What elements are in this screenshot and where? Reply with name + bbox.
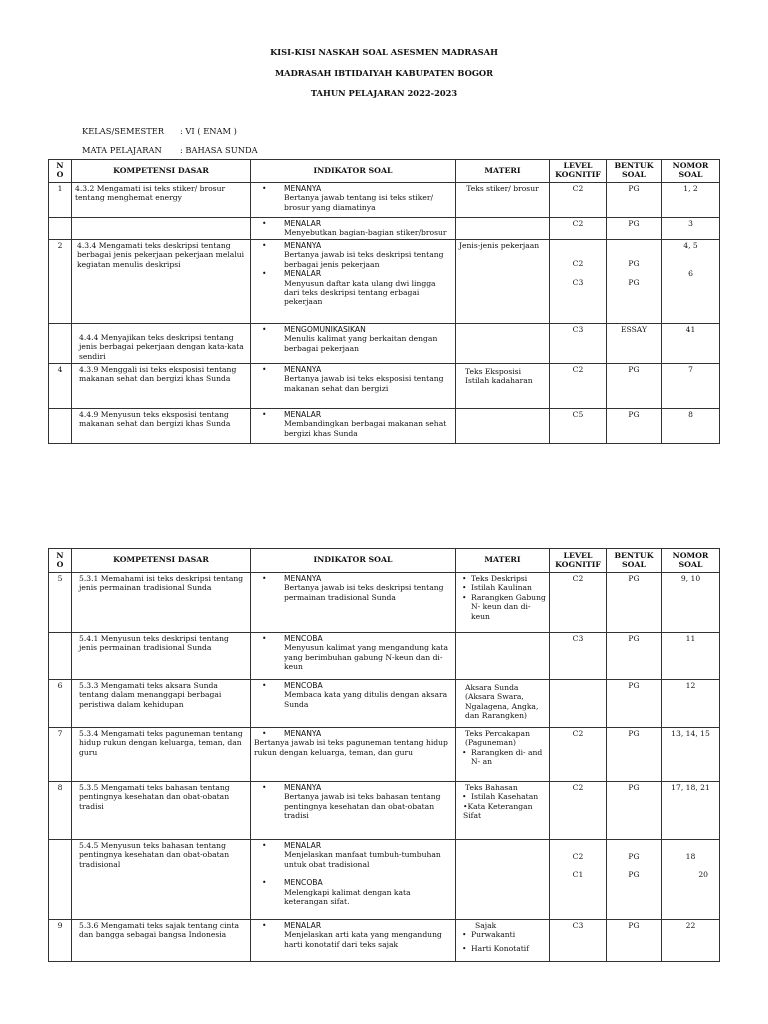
cell-bentuk: PG xyxy=(607,218,662,240)
bentuk-value: PG xyxy=(628,277,640,287)
document-title: KISI-KISI NASKAH SOAL ASESMEN MADRASAH xyxy=(270,47,498,57)
cell-level: C2 xyxy=(550,782,607,840)
cell-materi: Teks stiker/ brosur xyxy=(456,183,550,218)
cell-nomor xyxy=(662,240,720,324)
table-row xyxy=(49,573,720,633)
cell-indikator xyxy=(251,782,456,840)
cell-level: C3 xyxy=(550,324,607,364)
table-row xyxy=(49,364,720,409)
indikator-keyword: • MENCOBA xyxy=(254,878,323,887)
nomor-value: 18 xyxy=(685,852,696,861)
cell-no xyxy=(49,409,72,444)
materi-item: • Harti Konotatif xyxy=(471,944,546,953)
cell-materi xyxy=(456,573,550,633)
col-header-no: N O xyxy=(49,549,72,573)
indikator-keyword: • MENALAR xyxy=(254,219,321,228)
nomor-value: 6 xyxy=(688,268,693,278)
cell-level: C2 xyxy=(550,218,607,240)
cell-indikator xyxy=(251,573,456,633)
materi-text: Sajak xyxy=(475,921,497,930)
cell-kd xyxy=(72,218,251,240)
col-header-level: LEVEL KOGNITIF xyxy=(550,549,607,573)
level-value: C2 xyxy=(572,852,584,861)
cell-no: 8 xyxy=(49,782,72,840)
indikator-desc: Bertanya jawab isi teks deskripsi tentang permainan tradisional Sunda xyxy=(284,583,444,602)
materi-item: • Rarangken Gabung N- keun dan di- keun xyxy=(471,593,546,621)
indikator-desc: Menyusun daftar kata ulang dwi lingga dari teks deskripsi tentang erbagai pekerjaan xyxy=(284,278,436,307)
cell-level: C2 xyxy=(550,728,607,782)
cell-level xyxy=(550,240,607,324)
table-row xyxy=(49,240,720,324)
materi-item: • Teks Deskripsi xyxy=(471,574,546,583)
cell-bentuk: PG xyxy=(607,364,662,409)
level-value: C3 xyxy=(572,277,584,287)
cell-indikator xyxy=(251,364,456,409)
cell-kd xyxy=(72,680,251,728)
cell-nomor: 41 xyxy=(662,324,720,364)
indikator-desc: Menyusun kalimat yang mengandung kata yang berimbuhan gabung N-keun dan di-keun xyxy=(284,643,449,672)
cell-bentuk: PG xyxy=(607,920,662,962)
table-header-row xyxy=(49,160,720,183)
cell-indikator xyxy=(251,240,456,324)
cell-kd: 4.3.2 Mengamati isi teks stiker/ brosur tentang menghemat energy xyxy=(72,183,251,218)
indikator-keyword: • MENALAR xyxy=(254,841,321,850)
cell-materi xyxy=(456,920,550,962)
cell-no: 9 xyxy=(49,920,72,962)
materi-text: Teks Eksposisi Istilah kadaharan xyxy=(465,367,533,386)
cell-materi xyxy=(456,728,550,782)
cell-materi xyxy=(456,364,550,409)
table-row xyxy=(49,409,720,444)
kd-text: 4.3.9 Menggali isi teks eksposisi tentang makanan sehat dan bergizi khas Sunda xyxy=(79,365,237,384)
cell-materi xyxy=(456,324,550,364)
cell-kd xyxy=(72,840,251,920)
cell-level: C3 xyxy=(550,633,607,680)
cell-level xyxy=(550,840,607,920)
class-semester-line xyxy=(82,126,237,136)
cell-no: 1 xyxy=(49,183,72,218)
col-header-kd: KOMPETENSI DASAR xyxy=(72,160,251,183)
level-value: C2 xyxy=(572,259,584,268)
cell-nomor: 9, 10 xyxy=(662,573,720,633)
indikator-desc: Bertanya jawab isi teks deskripsi tentang berbagai jenis pekerjaan xyxy=(284,250,444,269)
cell-level: C3 xyxy=(550,920,607,962)
cell-no: 6 xyxy=(49,680,72,728)
cell-nomor: 17, 18, 21 xyxy=(662,782,720,840)
indikator-keyword: • MENCOBA xyxy=(254,681,323,690)
cell-nomor: 7 xyxy=(662,364,720,409)
cell-nomor: 8 xyxy=(662,409,720,444)
bentuk-value: PG xyxy=(628,852,640,861)
cell-kd xyxy=(72,409,251,444)
kd-text: 4.4.9 Menyusun teks eksposisi tentang makanan sehat dan bergizi khas Sunda xyxy=(79,410,231,429)
cell-level: C2 xyxy=(550,573,607,633)
grid-table-2 xyxy=(48,548,720,962)
cell-nomor: 11 xyxy=(662,633,720,680)
table-row xyxy=(49,782,720,840)
cell-indikator xyxy=(251,680,456,728)
col-header-indikator: INDIKATOR SOAL xyxy=(251,160,456,183)
cell-level: C5 xyxy=(550,409,607,444)
table-row xyxy=(49,633,720,680)
cell-indikator xyxy=(251,920,456,962)
cell-no: 2 xyxy=(49,240,72,324)
bentuk-value: PG xyxy=(628,870,640,880)
kd-text: 5.4.1 Menyusun teks deskripsi tentang jenis permainan tradisional Sunda xyxy=(79,634,229,653)
cell-materi xyxy=(456,409,550,444)
kd-text: 5.3.3 Mengamati teks aksara Sunda tentang dalam menanggapi berbagai peristiwa dalam kehidupan xyxy=(79,681,222,709)
col-header-materi: MATERI xyxy=(456,549,550,573)
materi-item: • Purwakanti xyxy=(471,930,546,939)
kd-text: 5.3.5 Mengamati teks bahasan tentang pentingnya kesehatan dan obat-obatan tradisi xyxy=(79,783,230,811)
cell-nomor: 13, 14, 15 xyxy=(662,728,720,782)
cell-no xyxy=(49,840,72,920)
cell-bentuk: PG xyxy=(607,183,662,218)
indikator-desc: Membaca kata yang ditulis dengan aksara Sunda xyxy=(284,690,448,709)
cell-materi xyxy=(456,782,550,840)
cell-kd xyxy=(72,920,251,962)
kd-text: 5.3.6 Mengamati teks sajak tentang cinta dan bangga sebagai bangsa Indonesia xyxy=(79,921,240,940)
class-semester-value: : VI ( ENAM ) xyxy=(180,126,237,136)
indikator-keyword: • MENALAR xyxy=(254,269,321,278)
materi-text: •Kata Keterangan Sifat xyxy=(463,801,533,821)
indikator-keyword: • MENANYA xyxy=(254,365,321,374)
kd-text: 5.3.4 Mengamati teks paguneman tentang hidup rukun dengan keluarga, teman, dan guru xyxy=(79,729,243,757)
cell-indikator xyxy=(251,840,456,920)
kd-text: 5.3.1 Memahami isi teks deskripsi tentang jenis permainan tradisional Sunda xyxy=(79,574,244,593)
cell-bentuk: PG xyxy=(607,409,662,444)
indikator-desc: Menulis kalimat yang berkaitan dengan berbagai pekerjaan xyxy=(284,334,438,353)
document-year: TAHUN PELAJARAN 2022-2023 xyxy=(310,88,458,98)
subject-line xyxy=(82,145,258,155)
cell-indikator xyxy=(251,633,456,680)
indikator-keyword: • MENANYA xyxy=(254,729,321,738)
cell-kd xyxy=(72,633,251,680)
cell-indikator xyxy=(251,218,456,240)
table-row xyxy=(49,324,720,364)
indikator-desc: Bertanya jawab isi teks eksposisi tentang makanan sehat dan bergizi xyxy=(284,374,444,393)
cell-indikator xyxy=(251,183,456,218)
cell-no: 4 xyxy=(49,364,72,409)
document-subtitle: MADRASAH IBTIDAIYAH KABUPATEN BOGOR xyxy=(274,68,494,78)
kd-text: 5.4.5 Menyusun teks bahasan tentang pentingnya kesehatan dan obat-obatan tradisional xyxy=(79,841,230,869)
cell-nomor: 22 xyxy=(662,920,720,962)
col-header-bentuk: BENTUK SOAL xyxy=(607,160,662,183)
nomor-value: 20 xyxy=(698,870,708,880)
indikator-keyword: • MENANYA xyxy=(254,184,321,193)
cell-bentuk: PG xyxy=(607,782,662,840)
table-row xyxy=(49,920,720,962)
cell-bentuk: PG xyxy=(607,680,662,728)
kd-text: 4.4.4 Menyajikan teks deskripsi tentang jenis berbagai pekerjaan dengan kata-kata sendiri xyxy=(79,333,244,361)
cell-no xyxy=(49,218,72,240)
table-row xyxy=(49,840,720,920)
cell-nomor xyxy=(662,840,720,920)
materi-item: • Istilah Kaulinan xyxy=(471,583,546,592)
cell-materi xyxy=(456,680,550,728)
nomor-value: 4, 5 xyxy=(683,241,698,250)
cell-no xyxy=(49,633,72,680)
col-header-nomor: NOMOR SOAL xyxy=(662,160,720,183)
cell-bentuk xyxy=(607,840,662,920)
col-header-materi: MATERI xyxy=(456,160,550,183)
indikator-desc: Membandingkan berbagai makanan sehat bergizi khas Sunda xyxy=(284,419,447,438)
table-row xyxy=(49,183,720,218)
cell-kd xyxy=(72,728,251,782)
col-header-kd: KOMPETENSI DASAR xyxy=(72,549,251,573)
cell-nomor: 1, 2 xyxy=(662,183,720,218)
materi-text: Aksara Sunda (Aksara Swara, Ngalagena, Angka, dan Rarangken) xyxy=(465,683,539,721)
cell-level: C2 xyxy=(550,183,607,218)
cell-nomor: 12 xyxy=(662,680,720,728)
materi-item: • Istilah Kasehatan xyxy=(471,792,546,801)
indikator-desc: Bertanya jawab tentang isi teks stiker/ brosur yang diamatinya xyxy=(284,193,434,212)
cell-materi: Jenis-jenis pekerjaan xyxy=(456,240,550,324)
cell-bentuk: ESSAY xyxy=(607,324,662,364)
col-header-indikator: INDIKATOR SOAL xyxy=(251,549,456,573)
indikator-keyword: • MENCOBA xyxy=(254,634,323,643)
indikator-keyword: • MENANYA xyxy=(254,241,321,250)
bentuk-value: PG xyxy=(628,259,640,268)
indikator-desc: Menjelaskan arti kata yang mengandung harti konotatif dari teks sajak xyxy=(284,930,442,949)
indikator-desc: Menyebutkan bagian-bagian stiker/brosur xyxy=(284,228,447,238)
cell-no: 7 xyxy=(49,728,72,782)
cell-no xyxy=(49,324,72,364)
table-row xyxy=(49,218,720,240)
cell-bentuk: PG xyxy=(607,633,662,680)
cell-bentuk: PG xyxy=(607,573,662,633)
col-header-level: LEVEL KOGNITIF xyxy=(550,160,607,183)
indikator-desc: Bertanya jawab isi teks bahasan tentang pentingnya kesehatan dan obat-obatan tradisi xyxy=(284,792,441,821)
cell-indikator xyxy=(251,728,456,782)
cell-materi xyxy=(456,840,550,920)
indikator-keyword: • MENALAR xyxy=(254,410,321,419)
materi-text: Teks Percakapan (Paguneman) xyxy=(465,729,530,748)
cell-kd xyxy=(72,782,251,840)
indikator-desc: Menjelaskan manfaat tumbuh-tumbuhan untuk obat tradisional xyxy=(284,850,441,869)
grid-table-1 xyxy=(48,159,720,444)
cell-kd xyxy=(72,324,251,364)
subject-label: MATA PELAJARAN xyxy=(82,145,162,155)
level-value: C1 xyxy=(572,870,584,880)
table-row xyxy=(49,728,720,782)
cell-bentuk: PG xyxy=(607,728,662,782)
cell-kd xyxy=(72,573,251,633)
cell-kd xyxy=(72,240,251,324)
indikator-keyword: • MENGOMUNIKASIKAN xyxy=(254,325,366,334)
cell-nomor: 3 xyxy=(662,218,720,240)
cell-indikator xyxy=(251,409,456,444)
materi-item: • Rarangken di- and N- an xyxy=(471,748,546,767)
table-header-row xyxy=(49,549,720,573)
cell-bentuk xyxy=(607,240,662,324)
subject-value: : BAHASA SUNDA xyxy=(180,145,258,155)
cell-level: C2 xyxy=(550,364,607,409)
cell-materi xyxy=(456,218,550,240)
cell-indikator xyxy=(251,324,456,364)
col-header-no: N O xyxy=(49,160,72,183)
indikator-keyword: • MENANYA xyxy=(254,783,321,792)
indikator-keyword: • MENALAR xyxy=(254,921,321,930)
table-row xyxy=(49,680,720,728)
cell-level xyxy=(550,680,607,728)
kd-text: 4.3.4 Mengamati teks deskripsi tentang berbagai jenis pekerjaan pekerjaan melalui kegiatan menulis deskripsi xyxy=(77,241,245,269)
cell-materi xyxy=(456,633,550,680)
indikator-desc: Bertanya jawab isi teks paguneman tentang hidup rukun dengan keluarga, teman, dan guru xyxy=(254,738,448,757)
indikator-desc: Melengkapi kalimat dengan kata keterangan sifat. xyxy=(284,887,411,907)
col-header-nomor: NOMOR SOAL xyxy=(662,549,720,573)
class-semester-label: KELAS/SEMESTER xyxy=(82,126,165,136)
cell-no: 5 xyxy=(49,573,72,633)
materi-text: Teks Bahasan xyxy=(465,783,518,792)
col-header-bentuk: BENTUK SOAL xyxy=(607,549,662,573)
cell-kd xyxy=(72,364,251,409)
indikator-keyword: • MENANYA xyxy=(254,574,321,583)
